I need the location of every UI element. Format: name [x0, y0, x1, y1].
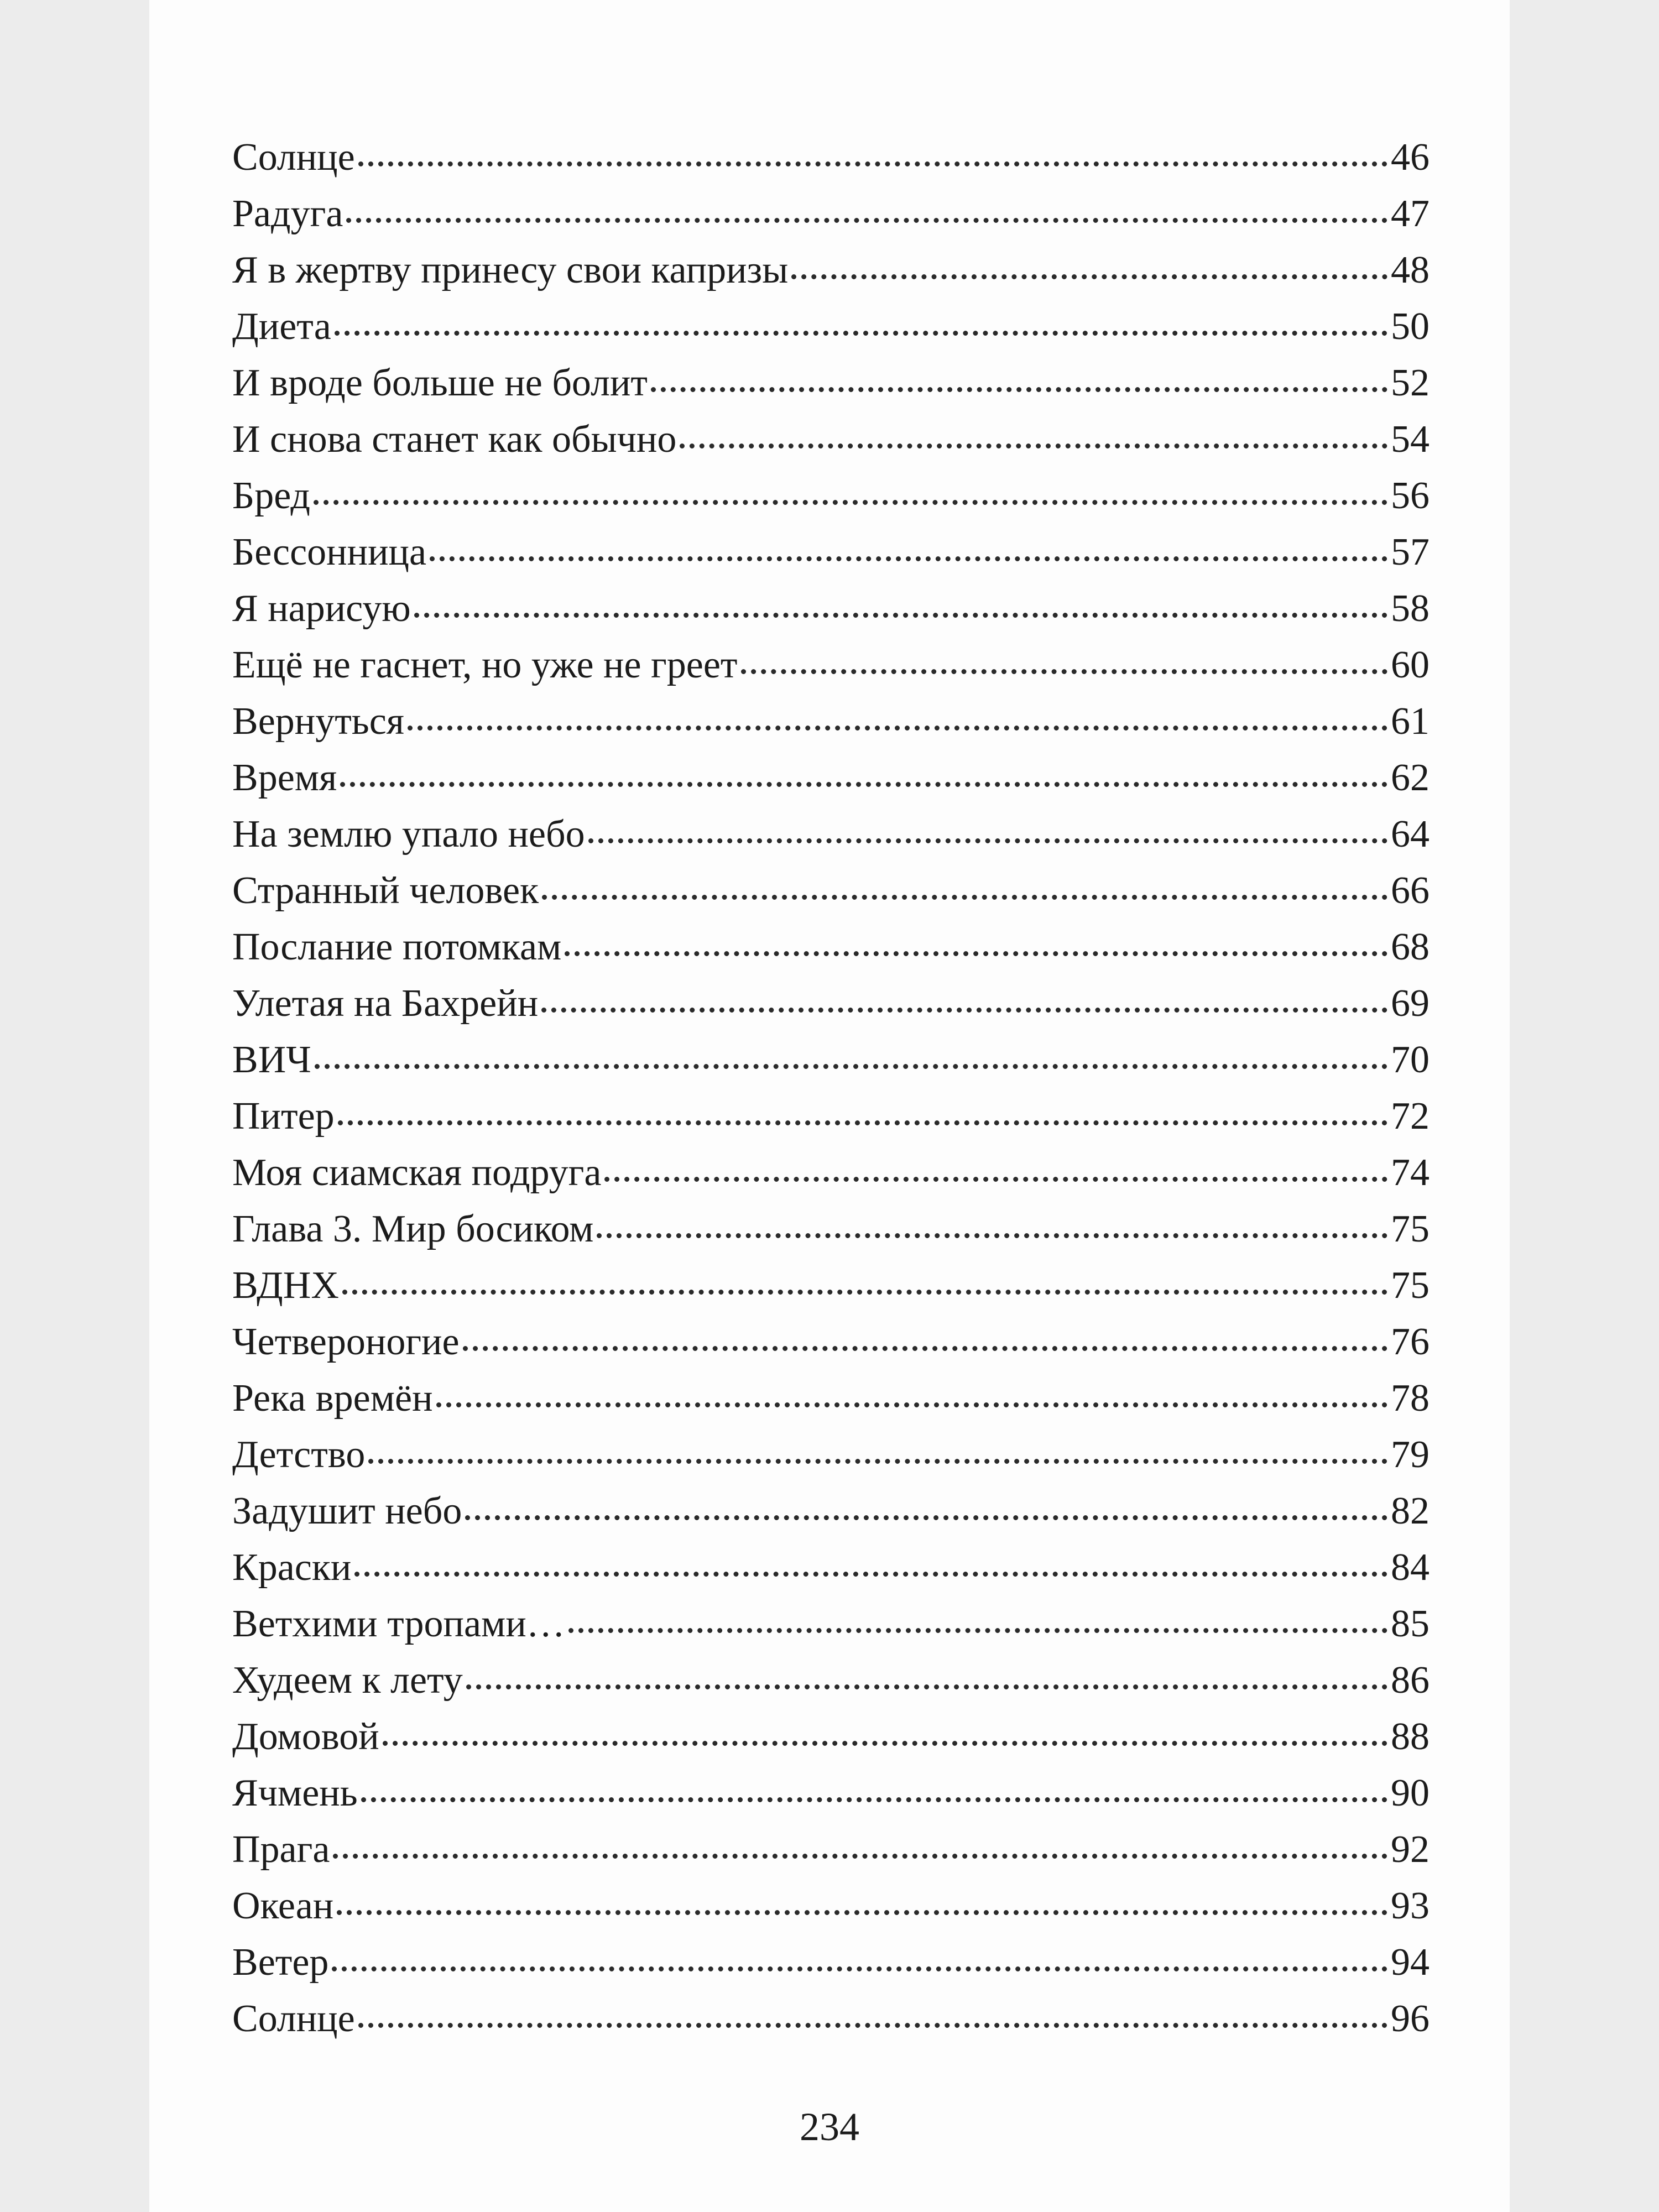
- dot-leader: [568, 1628, 1387, 1633]
- dot-leader: [597, 1233, 1387, 1238]
- dot-leader: [541, 1008, 1387, 1013]
- toc-entry: [232, 1771, 1430, 1828]
- dot-leader: [651, 387, 1387, 392]
- toc-entry: [232, 1884, 1430, 1940]
- toc-entry: [232, 1997, 1430, 2053]
- dot-leader: [604, 1177, 1387, 1182]
- toc-entry-title: Краски: [232, 1546, 352, 1589]
- toc-entry-page: 86: [1391, 1659, 1430, 1702]
- dot-leader: [337, 1910, 1387, 1915]
- dot-leader: [315, 1064, 1387, 1069]
- toc-entry: [232, 1038, 1430, 1094]
- toc-entry: [232, 587, 1430, 643]
- toc-entry: [232, 982, 1430, 1038]
- toc-entry-title: Радуга: [232, 192, 343, 235]
- toc-entry: [232, 643, 1430, 700]
- toc-entry-page: 84: [1391, 1546, 1430, 1589]
- book-page: [149, 0, 1510, 2212]
- toc-entry-page: 62: [1391, 757, 1430, 799]
- dot-leader: [346, 218, 1387, 223]
- toc-entry: [232, 1602, 1430, 1658]
- toc-entry-page: 57: [1391, 531, 1430, 573]
- toc-entry-title: Детство: [232, 1433, 366, 1476]
- toc-entry: [232, 305, 1430, 361]
- toc-entry: [232, 248, 1430, 305]
- toc-entry-title: Я в жертву принесу свои капризы: [232, 249, 789, 291]
- toc-entry: [232, 756, 1430, 812]
- dot-leader: [358, 161, 1387, 166]
- dot-leader: [542, 895, 1387, 900]
- toc-entry-title: Ветхими тропами…: [232, 1603, 565, 1645]
- toc-entry: [232, 1264, 1430, 1320]
- dot-leader: [342, 1290, 1387, 1295]
- toc-entry-page: 75: [1391, 1264, 1430, 1307]
- toc-entry-page: 70: [1391, 1039, 1430, 1081]
- toc-entry-page: 88: [1391, 1715, 1430, 1758]
- toc-entry: [232, 925, 1430, 982]
- toc-entry: [232, 1094, 1430, 1151]
- toc-entry-page: 74: [1391, 1151, 1430, 1194]
- dot-leader: [408, 726, 1387, 731]
- toc-entry: [232, 1376, 1430, 1433]
- toc-entry-title: Худеем к лету: [232, 1659, 463, 1702]
- toc-entry-title: Послание потомкам: [232, 926, 562, 968]
- toc-entry-page: 94: [1391, 1941, 1430, 1984]
- toc-entry-page: 54: [1391, 418, 1430, 461]
- dot-leader: [466, 1684, 1387, 1689]
- page-number: 234: [800, 2105, 859, 2149]
- toc-entry-title: Задушит небо: [232, 1490, 462, 1532]
- dot-leader: [358, 2023, 1387, 2028]
- toc-entry-page: 82: [1391, 1490, 1430, 1532]
- toc-entry-page: 78: [1391, 1377, 1430, 1420]
- toc-entry-title: На землю упало небо: [232, 813, 585, 855]
- toc-entry-page: 46: [1391, 136, 1430, 179]
- toc-entry-page: 64: [1391, 813, 1430, 855]
- toc-entry-page: 76: [1391, 1321, 1430, 1363]
- toc-entry-title: Ещё не гаснет, но уже не греет: [232, 644, 738, 686]
- toc-entry-title: Океан: [232, 1885, 334, 1927]
- toc-entry-title: ВДНХ: [232, 1264, 339, 1307]
- toc-entry-page: 68: [1391, 926, 1430, 968]
- toc-entry-title: И вроде больше не болит: [232, 362, 648, 404]
- dot-leader: [361, 1797, 1387, 1802]
- toc-entry: [232, 1828, 1430, 1884]
- toc-entry-title: Улетая на Бахрейн: [232, 982, 539, 1025]
- dot-leader: [338, 1120, 1387, 1125]
- toc-entry-title: Бред: [232, 474, 310, 517]
- toc-entry-page: 56: [1391, 474, 1430, 517]
- toc-entry-title: Питер: [232, 1095, 335, 1138]
- dot-leader: [354, 1572, 1387, 1577]
- dot-leader: [333, 1854, 1387, 1859]
- toc-entry-title: Бессонница: [232, 531, 427, 573]
- toc-entry-title: Вернуться: [232, 700, 405, 743]
- dot-leader: [680, 444, 1387, 448]
- dot-leader: [463, 1346, 1387, 1351]
- toc-entry-page: 69: [1391, 982, 1430, 1025]
- dot-leader: [332, 1966, 1387, 1971]
- toc-entry-title: Странный человек: [232, 869, 539, 912]
- dot-leader: [565, 951, 1387, 956]
- toc-entry-title: И снова станет как обычно: [232, 418, 677, 461]
- toc-entry-page: 92: [1391, 1828, 1430, 1871]
- toc-entry-page: 85: [1391, 1603, 1430, 1645]
- toc-entry-page: 66: [1391, 869, 1430, 912]
- dot-leader: [383, 1741, 1387, 1746]
- toc-entry-page: 79: [1391, 1433, 1430, 1476]
- toc-entry-title: Диета: [232, 305, 331, 348]
- toc-entry-page: 61: [1391, 700, 1430, 743]
- toc-entry: [232, 1715, 1430, 1771]
- dot-leader: [335, 331, 1387, 336]
- toc-entry: [232, 1320, 1430, 1376]
- toc-entry: [232, 530, 1430, 587]
- toc-entry-title: Четвероногие: [232, 1321, 460, 1363]
- toc-entry-page: 48: [1391, 249, 1430, 291]
- toc-entry: [232, 418, 1430, 474]
- toc-entry: [232, 1489, 1430, 1546]
- table-of-contents: [232, 135, 1430, 2053]
- toc-entry: [232, 1940, 1430, 1997]
- dot-leader: [368, 1459, 1387, 1464]
- toc-entry-page: 52: [1391, 362, 1430, 404]
- toc-entry-page: 72: [1391, 1095, 1430, 1138]
- toc-entry-title: Река времён: [232, 1377, 433, 1420]
- dot-leader: [314, 500, 1387, 505]
- toc-entry-title: Прага: [232, 1828, 330, 1871]
- toc-entry-title: Ветер: [232, 1941, 329, 1984]
- toc-entry-page: 93: [1391, 1885, 1430, 1927]
- toc-entry: [232, 135, 1430, 192]
- toc-entry-title: Глава 3. Мир босиком: [232, 1208, 594, 1250]
- dot-leader: [588, 838, 1387, 843]
- toc-entry-title: Солнце: [232, 136, 355, 179]
- toc-entry-page: 58: [1391, 587, 1430, 630]
- toc-entry-page: 75: [1391, 1208, 1430, 1250]
- toc-entry-title: Я нарисую: [232, 587, 411, 630]
- toc-entry: [232, 1658, 1430, 1715]
- toc-entry-title: Ячмень: [232, 1772, 358, 1814]
- dot-leader: [741, 669, 1388, 674]
- toc-entry: [232, 1433, 1430, 1489]
- dot-leader: [436, 1402, 1387, 1407]
- toc-entry-title: Домовой: [232, 1715, 379, 1758]
- toc-entry: [232, 1546, 1430, 1602]
- toc-entry: [232, 812, 1430, 869]
- toc-entry-page: 50: [1391, 305, 1430, 348]
- toc-entry-page: 90: [1391, 1772, 1430, 1814]
- dot-leader: [791, 274, 1387, 279]
- toc-entry-page: 47: [1391, 192, 1430, 235]
- toc-entry-title: Время: [232, 757, 337, 799]
- toc-entry-page: 96: [1391, 1997, 1430, 2040]
- toc-entry-title: Моя сиамская подруга: [232, 1151, 602, 1194]
- dot-leader: [430, 556, 1387, 561]
- dot-leader: [414, 613, 1387, 618]
- toc-entry-page: 60: [1391, 644, 1430, 686]
- toc-entry: [232, 192, 1430, 248]
- dot-leader: [465, 1515, 1387, 1520]
- dot-leader: [340, 782, 1387, 787]
- toc-entry: [232, 361, 1430, 418]
- toc-entry: [232, 700, 1430, 756]
- toc-entry: [232, 474, 1430, 530]
- toc-entry-title: ВИЧ: [232, 1039, 311, 1081]
- toc-entry: [232, 1207, 1430, 1264]
- toc-entry: [232, 1151, 1430, 1207]
- toc-entry-title: Солнце: [232, 1997, 355, 2040]
- toc-entry: [232, 869, 1430, 925]
